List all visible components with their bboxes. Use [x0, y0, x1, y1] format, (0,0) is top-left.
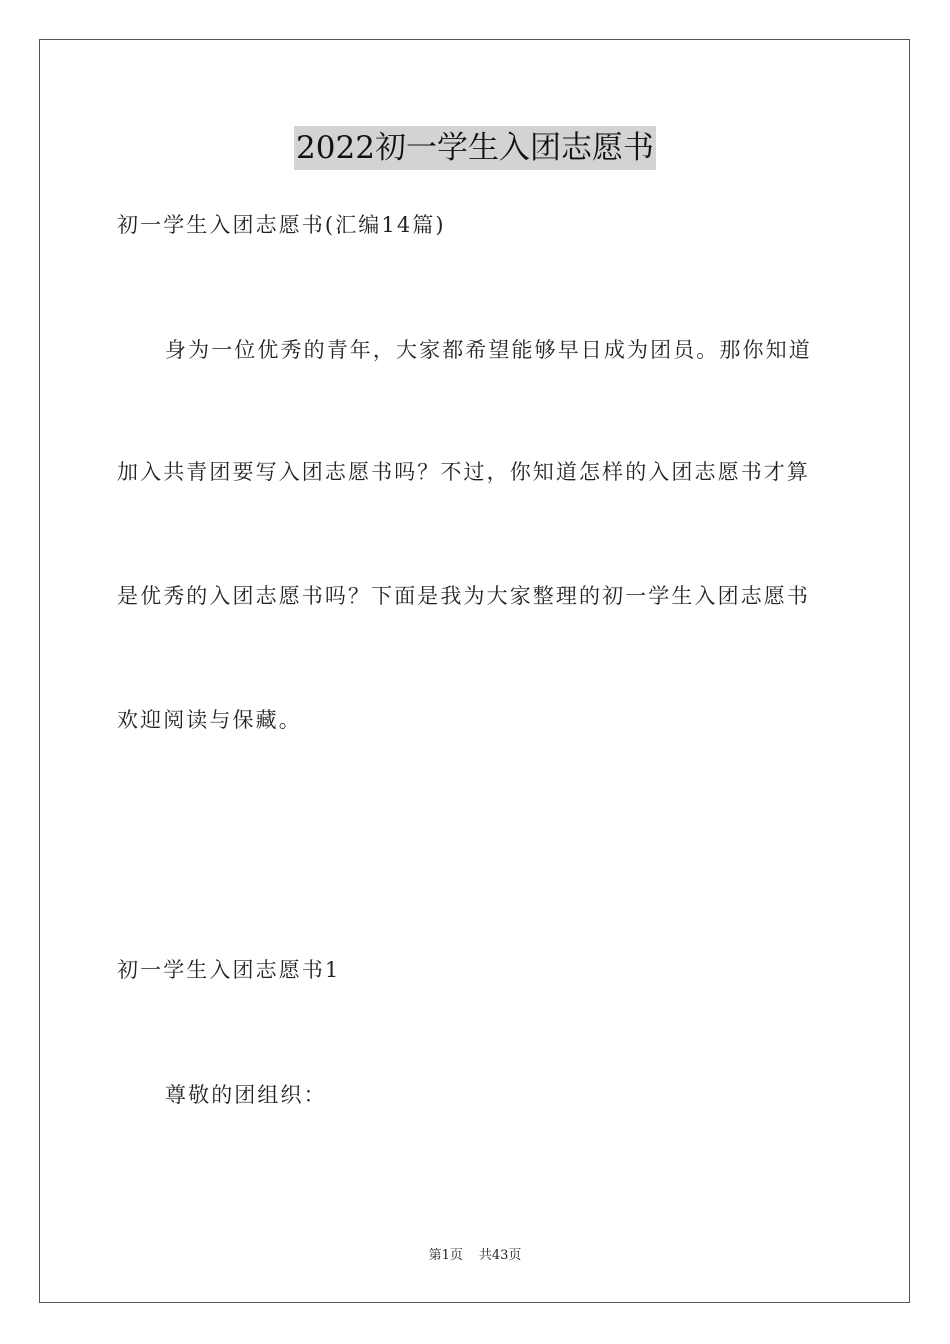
title-container — [0, 126, 950, 170]
section-heading: 初一学生入团志愿书1 — [117, 958, 341, 982]
page-footer — [0, 1247, 950, 1265]
intro-line-4: 欢迎阅读与保藏。 — [117, 708, 302, 732]
salutation: 尊敬的团组织： — [165, 1083, 327, 1107]
intro-line-1: 身为一位优秀的青年，大家都希望能够早日成为团员。那你知道 — [165, 338, 812, 362]
document-title: 2022初一学生入团志愿书 — [294, 126, 656, 170]
document-subtitle: 初一学生入团志愿书(汇编14篇) — [117, 213, 446, 237]
page-number: 第1页 — [428, 1248, 463, 1263]
intro-line-3: 是优秀的入团志愿书吗？下面是我为大家整理的初一学生入团志愿书 — [117, 584, 810, 608]
intro-line-2: 加入共青团要写入团志愿书吗？不过，你知道怎样的入团志愿书才算 — [117, 460, 810, 484]
page-total: 共43页 — [478, 1248, 522, 1263]
